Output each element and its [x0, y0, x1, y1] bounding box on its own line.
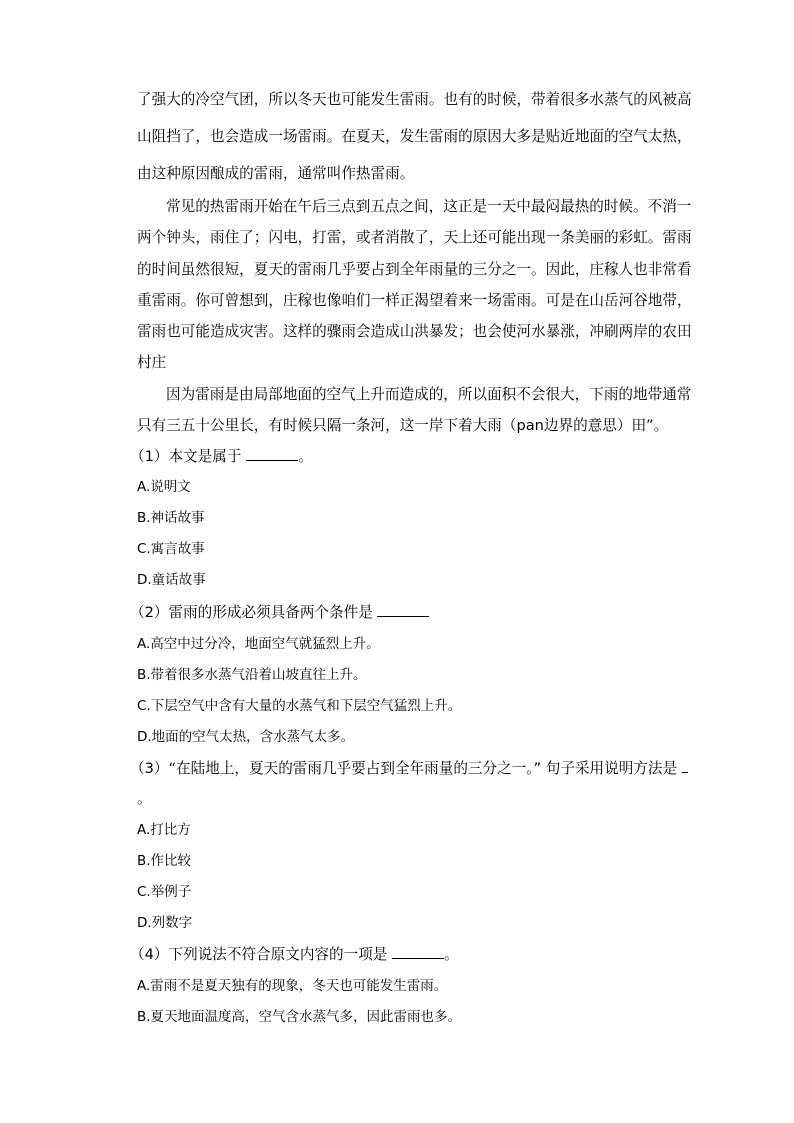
- stem-text: （3）“在陆地上，夏天的雷雨几乎要占到全年雨量的三分之一。” 句子采用说明方法是: [130, 760, 682, 777]
- passage-line: 只有三五十公里长，有时候只隔一条河，这一岸下着大雨（pan边界的意思）田”。: [137, 417, 669, 434]
- option[interactable]: B.作比较: [137, 853, 192, 869]
- question-stem: [130, 758, 688, 779]
- passage-line: 重雷雨。你可曾想到，庄稼也像咱们一样正渴望着来一场雷雨。可是在山岳河谷地带，: [137, 292, 692, 309]
- option[interactable]: A.说明文: [137, 479, 191, 495]
- option[interactable]: B.带着很多水蒸气沿着山坡直往上升。: [137, 667, 367, 683]
- option[interactable]: A.打比方: [137, 822, 191, 838]
- option[interactable]: B.夏天地面温度高，空气含水蒸气多，因此雷雨也多。: [137, 1009, 462, 1025]
- passage-line: 两个钟头，雨住了；闪电，打雷，或者消散了，天上还可能出现一条美丽的彩虹。雷雨: [137, 229, 692, 246]
- question-stem: [130, 602, 429, 623]
- passage-line: 由这种原因酿成的雷雨，通常叫作热雷雨。: [137, 165, 415, 182]
- option[interactable]: D.地面的空气太热，含水蒸气太多。: [137, 729, 355, 745]
- option[interactable]: D.列数字: [137, 915, 193, 931]
- stem-end: 。: [137, 790, 152, 807]
- option[interactable]: D.童话故事: [137, 572, 206, 588]
- passage-line: 雷雨也可能造成灾害。这样的骤雨会造成山洪暴发；也会使河水暴涨，冲刷两岸的农田: [137, 323, 692, 340]
- passage-line: 村庄: [137, 354, 167, 371]
- option[interactable]: B.神话故事: [137, 510, 205, 526]
- stem-end: 。: [444, 946, 459, 963]
- stem-text: （4）下列说法不符合原文内容的一项是: [130, 946, 393, 963]
- passage-line: 山阻挡了，也会造成一场雷雨。在夏天，发生雷雨的原因大多是贴近地面的空气太热，: [137, 128, 692, 145]
- answer-blank[interactable]: [246, 446, 298, 461]
- passage-line: 了强大的冷空气团，所以冬天也可能发生雷雨。也有的时候，带着很多水蒸气的风被高: [137, 91, 692, 108]
- option[interactable]: A.高空中过分冷，地面空气就猛烈上升。: [137, 636, 380, 652]
- stem-end: 。: [298, 448, 313, 465]
- passage-line: 的时间虽然很短，夏天的雷雨几乎要占到全年雨量的三分之一。因此，庄稼人也非常看: [137, 261, 692, 278]
- answer-blank[interactable]: [377, 602, 429, 617]
- answer-blank[interactable]: [392, 944, 444, 959]
- option[interactable]: C.举例子: [137, 884, 192, 900]
- passage-line: 常见的热雷雨开始在午后三点到五点之间，这正是一天中最闷最热的时候。不消一: [166, 198, 692, 215]
- option[interactable]: C.下层空气中含有大量的水蒸气和下层空气猛烈上升。: [137, 698, 462, 714]
- option[interactable]: C.寓言故事: [137, 541, 205, 557]
- option[interactable]: A.雷雨不是夏天独有的现象，冬天也可能发生雷雨。: [137, 978, 448, 994]
- answer-blank[interactable]: [682, 758, 688, 773]
- stem-text: （1）本文是属于: [130, 448, 247, 465]
- stem-text: （2）雷雨的形成必须具备两个条件是: [130, 604, 378, 621]
- question-stem: [130, 944, 459, 965]
- question-stem: [130, 446, 313, 467]
- passage-line: 因为雷雨是由局部地面的空气上升而造成的，所以面积不会很大，下雨的地带通常: [166, 386, 692, 403]
